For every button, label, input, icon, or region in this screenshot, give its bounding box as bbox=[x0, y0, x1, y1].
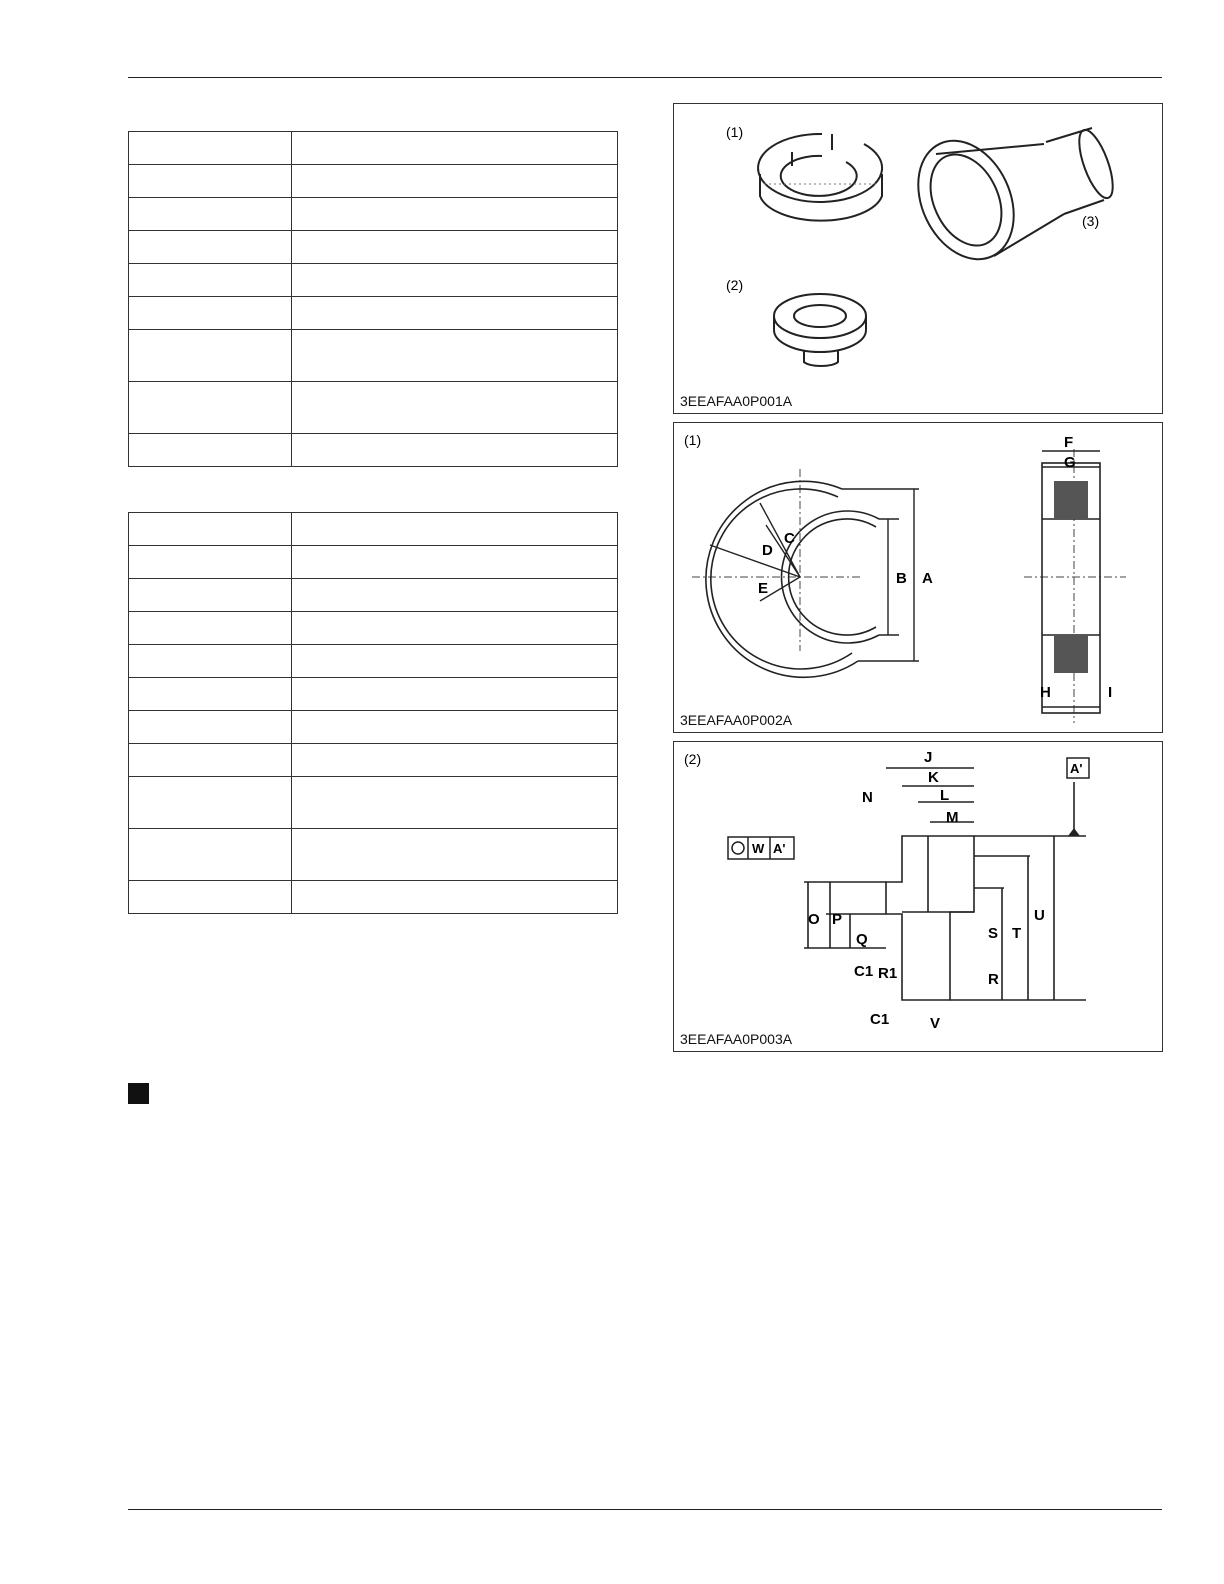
table-row bbox=[129, 829, 618, 881]
dim-J: J bbox=[924, 749, 933, 766]
table-row bbox=[129, 165, 618, 198]
dim-C: C bbox=[784, 530, 795, 547]
figure-tools bbox=[673, 103, 1163, 414]
dim-T: T bbox=[1012, 925, 1022, 942]
table-row bbox=[129, 198, 618, 231]
fcf-W: W bbox=[752, 841, 765, 856]
dim-R1: R1 bbox=[878, 965, 898, 982]
dim-M: M bbox=[946, 809, 959, 826]
dim-F: F bbox=[1064, 434, 1074, 451]
drift-drawing bbox=[900, 125, 1120, 275]
dim-O: O bbox=[808, 911, 820, 928]
section-marker-square bbox=[128, 1083, 149, 1104]
label-3: (3) bbox=[1082, 213, 1100, 229]
section-hatch-bottom bbox=[1054, 635, 1088, 673]
table-row bbox=[129, 382, 618, 434]
dim-I: I bbox=[1108, 684, 1113, 701]
table-row bbox=[129, 513, 618, 546]
table-row bbox=[129, 330, 618, 382]
table-row bbox=[129, 231, 618, 264]
table-row bbox=[129, 881, 618, 914]
table-row bbox=[129, 711, 618, 744]
datum-label: A' bbox=[1070, 761, 1083, 776]
dim-C1-lower: C1 bbox=[870, 1011, 890, 1028]
dim-A: A bbox=[922, 570, 933, 587]
fcf-datum: A' bbox=[773, 841, 786, 856]
figure-bushing-dimensions bbox=[673, 741, 1163, 1052]
dim-N: N bbox=[862, 789, 873, 806]
label-2: (2) bbox=[684, 751, 702, 767]
dim-S: S bbox=[988, 925, 999, 942]
dim-P: P bbox=[832, 911, 843, 928]
figure-code: 3EEAFAA0P003A bbox=[680, 1031, 793, 1047]
footer-rule bbox=[128, 1509, 1162, 1510]
tools-illustration bbox=[674, 104, 1164, 415]
figure-ring-dimensions bbox=[673, 422, 1163, 733]
figure-code: 3EEAFAA0P002A bbox=[680, 712, 793, 728]
header-rule bbox=[128, 77, 1162, 78]
table-row bbox=[129, 612, 618, 645]
table-row bbox=[129, 645, 618, 678]
figure-code: 3EEAFAA0P001A bbox=[680, 393, 793, 409]
dim-H: H bbox=[1040, 684, 1051, 701]
dim-U: U bbox=[1034, 907, 1045, 924]
table-row bbox=[129, 678, 618, 711]
dim-V: V bbox=[930, 1015, 941, 1032]
table-row bbox=[129, 579, 618, 612]
dim-C1-upper: C1 bbox=[854, 963, 874, 980]
dim-Q: Q bbox=[856, 931, 868, 948]
c-ring-drawing bbox=[758, 134, 882, 221]
dim-B: B bbox=[896, 570, 907, 587]
dim-G: G bbox=[1064, 454, 1076, 471]
table-row bbox=[129, 546, 618, 579]
dim-D: D bbox=[762, 542, 773, 559]
bushing-dimension-drawing bbox=[674, 742, 1164, 1053]
bushing-drawing bbox=[774, 294, 866, 366]
dim-E: E bbox=[758, 580, 769, 597]
table-row bbox=[129, 777, 618, 829]
table-row bbox=[129, 297, 618, 330]
label-1: (1) bbox=[684, 432, 702, 448]
table-row bbox=[129, 264, 618, 297]
dim-K: K bbox=[928, 769, 939, 786]
spec-table-1 bbox=[128, 131, 618, 467]
table-row bbox=[129, 132, 618, 165]
section-hatch-top bbox=[1054, 481, 1088, 519]
label-2: (2) bbox=[726, 277, 744, 293]
datum-triangle bbox=[1068, 828, 1080, 836]
ring-dimension-drawing bbox=[674, 423, 1164, 734]
table-row bbox=[129, 744, 618, 777]
label-1: (1) bbox=[726, 124, 744, 140]
dim-R: R bbox=[988, 971, 999, 988]
dim-L: L bbox=[940, 787, 950, 804]
spec-table-2 bbox=[128, 512, 618, 914]
table-row bbox=[129, 434, 618, 467]
